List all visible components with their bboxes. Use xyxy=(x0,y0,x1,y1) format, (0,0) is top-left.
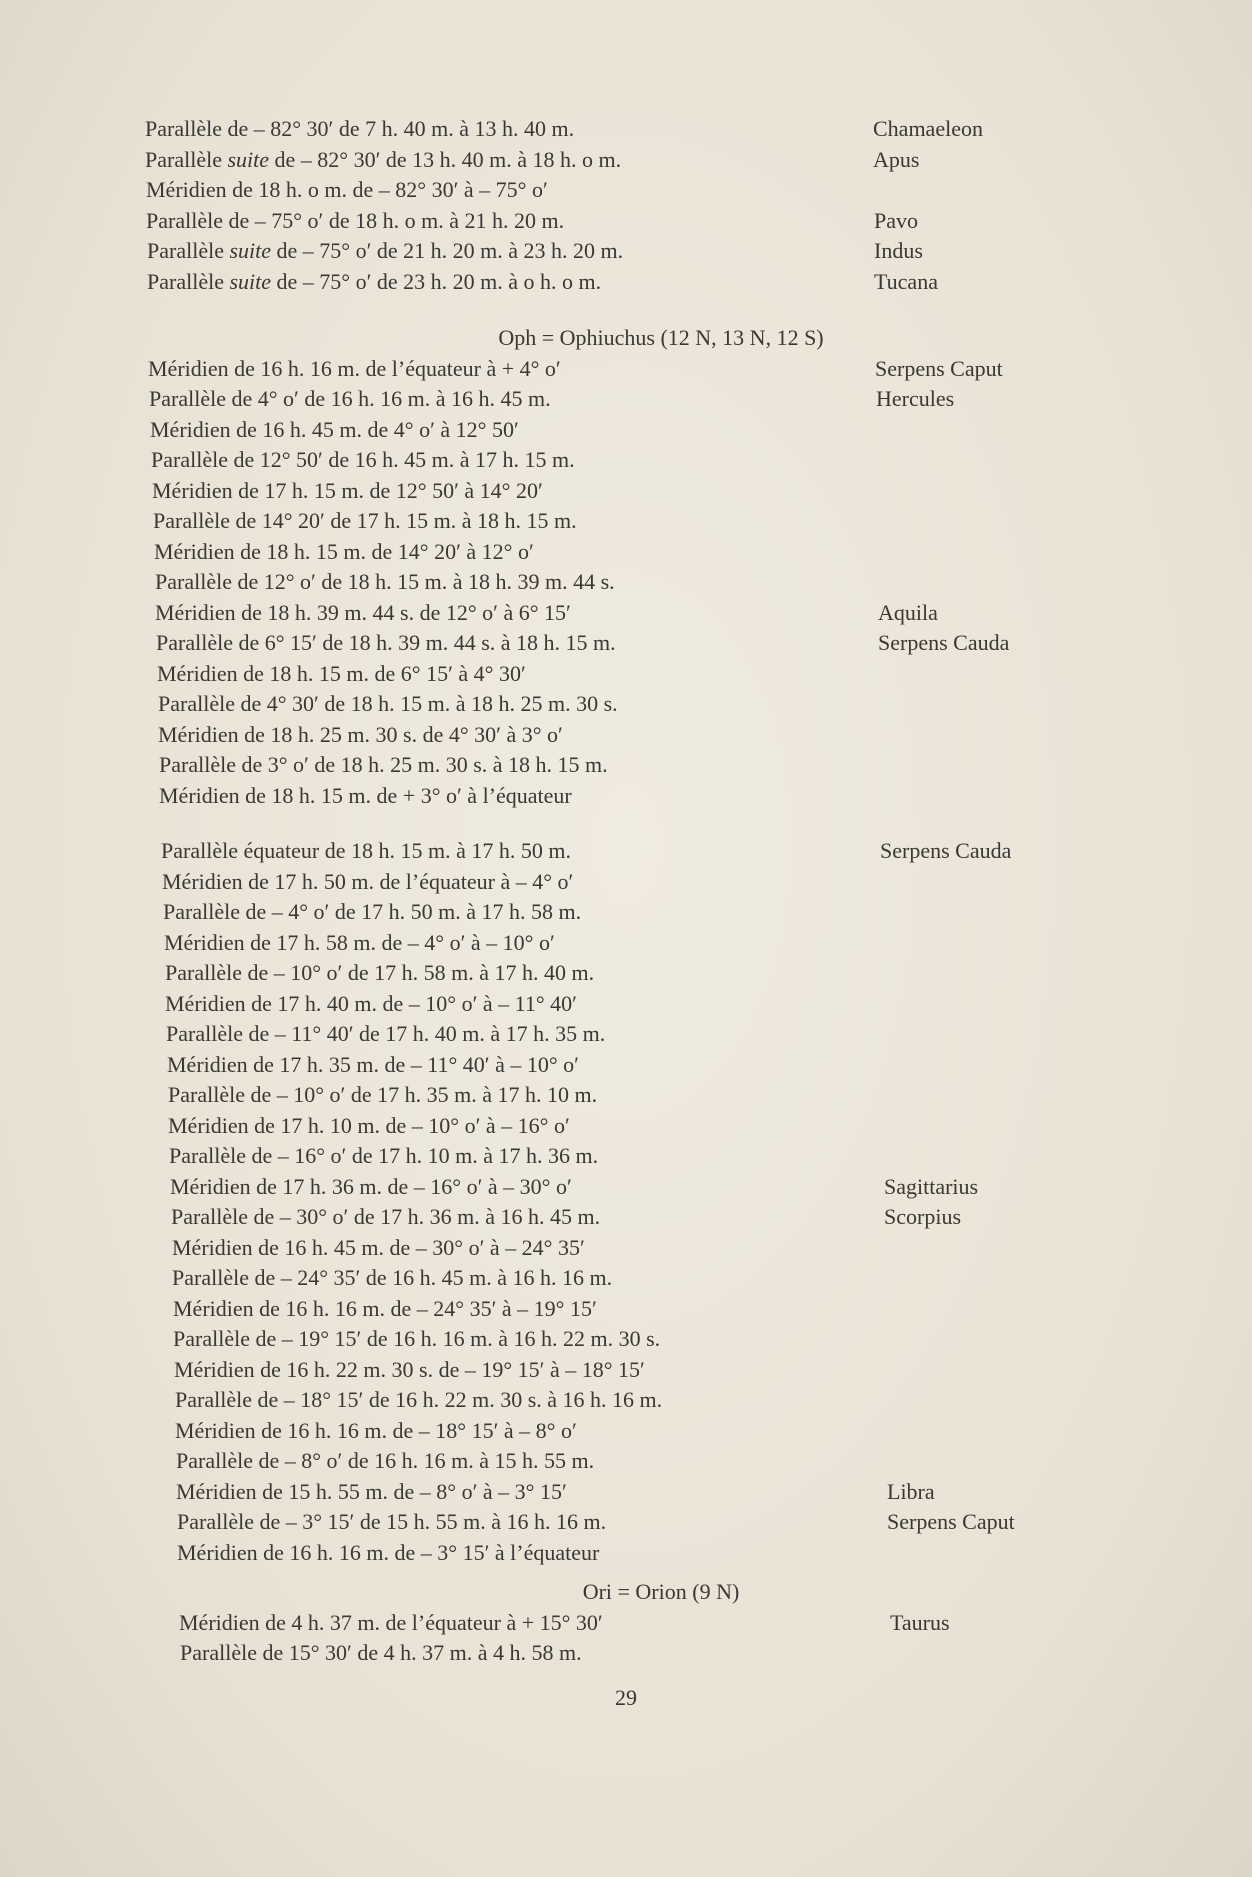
boundary-row xyxy=(0,537,1252,568)
neighbor-constellation: Sagittarius xyxy=(884,1173,979,1199)
boundary-text: Parallèle de – 8° o′ de 16 h. 16 m. à 15 h. 55 m. xyxy=(176,1448,595,1473)
boundary-text: Parallèle de – 24° 35′ de 16 h. 45 m. à 16 h. 16 m. xyxy=(172,1265,613,1290)
boundary-row xyxy=(0,476,1252,507)
boundary-text: Parallèle de 6° 15′ de 18 h. 39 m. 44 s. à 18 h. 15 m. xyxy=(156,630,616,655)
boundary-text: Parallèle de – 19° 15′ de 16 h. 16 m. à 16 h. 22 m. 30 s. xyxy=(173,1326,661,1351)
boundary-text: Parallèle de 15° 30′ de 4 h. 37 m. à 4 h. 58 m. xyxy=(180,1640,582,1665)
boundary-text: Parallèle de 12° 50′ de 16 h. 45 m. à 17 h. 15 m. xyxy=(151,447,575,472)
boundary-row xyxy=(0,689,1252,720)
boundary-row xyxy=(0,1385,1252,1416)
boundary-text: Parallèle suite de – 82° 30′ de 13 h. 40 m. à 18 h. o m. xyxy=(145,146,622,172)
section-heading-text: Ori = Orion (9 N) xyxy=(582,1579,740,1604)
boundary-row xyxy=(0,1416,1252,1447)
boundary-row xyxy=(0,506,1252,537)
boundary-row xyxy=(0,1111,1252,1142)
boundary-text: Parallèle de 3° o′ de 18 h. 25 m. 30 s. à 18 h. 15 m. xyxy=(159,752,608,777)
boundary-row xyxy=(0,928,1252,959)
boundary-row xyxy=(0,1446,1252,1477)
boundary-row xyxy=(0,958,1252,989)
boundary-row xyxy=(0,628,1252,659)
neighbor-constellation: Libra xyxy=(887,1478,935,1504)
neighbor-constellation: Scorpius xyxy=(884,1204,961,1229)
boundary-row xyxy=(0,1477,1252,1508)
neighbor-constellation: Tucana xyxy=(874,268,938,294)
boundary-row xyxy=(0,1294,1252,1325)
boundary-text: Méridien de 16 h. 16 m. de l’équateur à + 4° o′ xyxy=(148,355,561,381)
boundary-text: Parallèle de 12° o′ de 18 h. 15 m. à 18 h. 39 m. 44 s. xyxy=(155,569,615,594)
boundary-row xyxy=(0,354,1252,385)
boundary-text: Méridien de 16 h. 45 m. de 4° o′ à 12° 50′ xyxy=(150,416,519,442)
boundary-row xyxy=(0,989,1252,1020)
boundary-text: Parallèle de – 10° o′ de 17 h. 35 m. à 17 h. 10 m. xyxy=(168,1082,598,1107)
neighbor-constellation: Serpens Caput xyxy=(887,1509,1015,1534)
boundary-row xyxy=(0,1080,1252,1111)
boundary-text: Parallèle de 4° 30′ de 18 h. 15 m. à 18 h. 25 m. 30 s. xyxy=(158,691,618,716)
neighbor-constellation: Aquila xyxy=(878,599,938,625)
boundary-row xyxy=(0,267,1252,298)
boundary-text: Parallèle de – 3° 15′ de 15 h. 55 m. à 16 h. 16 m. xyxy=(177,1509,607,1534)
boundary-row xyxy=(0,781,1252,812)
boundary-text: Méridien de 17 h. 50 m. de l’équateur à – 4° o′ xyxy=(162,868,574,894)
group-serpens-cauda-boundaries xyxy=(0,836,1252,1568)
neighbor-constellation: Indus xyxy=(874,238,923,263)
boundary-row xyxy=(0,175,1252,206)
boundary-row xyxy=(0,836,1252,867)
page-number: 29 xyxy=(615,1685,637,1710)
boundary-text: Méridien de 16 h. 16 m. de – 18° 15′ à – 8° o′ xyxy=(175,1417,577,1443)
boundary-text: Parallèle de – 11° 40′ de 17 h. 40 m. à 17 h. 35 m. xyxy=(166,1021,606,1046)
boundary-text: Parallèle de 4° o′ de 16 h. 16 m. à 16 h. 45 m. xyxy=(149,386,551,411)
boundary-text: Parallèle de – 82° 30′ de 7 h. 40 m. à 13 h. 40 m. xyxy=(145,116,575,141)
boundary-text: Parallèle de – 16° o′ de 17 h. 10 m. à 17 h. 36 m. xyxy=(169,1143,599,1168)
boundary-text: Méridien de 18 h. 15 m. de 14° 20′ à 12° o′ xyxy=(154,538,534,564)
boundary-text: Méridien de 18 h. 15 m. de + 3° o′ à l’équateur xyxy=(159,782,572,808)
neighbor-constellation: Taurus xyxy=(890,1609,950,1635)
boundary-row xyxy=(0,1019,1252,1050)
boundary-text: Parallèle de – 10° o′ de 17 h. 58 m. à 17 h. 40 m. xyxy=(165,960,595,985)
boundary-row xyxy=(0,445,1252,476)
boundary-row xyxy=(0,750,1252,781)
neighbor-constellation: Serpens Cauda xyxy=(878,630,1010,655)
boundary-row xyxy=(0,1172,1252,1203)
boundary-row xyxy=(0,1202,1252,1233)
boundary-text: Méridien de 18 h. 15 m. de 6° 15′ à 4° 30′ xyxy=(157,660,526,686)
boundary-row xyxy=(0,206,1252,237)
boundary-text: Méridien de 17 h. 40 m. de – 10° o′ à – 11° 40′ xyxy=(165,990,577,1016)
boundary-text: Parallèle suite de – 75° o′ de 23 h. 20 m. à o h. o m. xyxy=(147,268,602,294)
boundary-row xyxy=(0,1263,1252,1294)
boundary-text: Parallèle équateur de 18 h. 15 m. à 17 h. 50 m. xyxy=(161,838,571,863)
boundary-text: Parallèle de – 4° o′ de 17 h. 50 m. à 17 h. 58 m. xyxy=(163,899,582,924)
neighbor-constellation: Pavo xyxy=(874,207,918,233)
boundary-text: Méridien de 4 h. 37 m. de l’équateur à + 15° 30′ xyxy=(179,1609,603,1635)
boundary-text: Méridien de 15 h. 55 m. de – 8° o′ à – 3° 15′ xyxy=(176,1478,567,1504)
boundary-row xyxy=(0,598,1252,629)
boundary-row xyxy=(0,867,1252,898)
group-orion xyxy=(0,1577,1252,1669)
section-heading xyxy=(0,323,1252,354)
boundary-row xyxy=(0,720,1252,751)
boundary-row xyxy=(0,1507,1252,1538)
group-southern-boundaries xyxy=(0,114,1252,297)
boundary-text: Méridien de 18 h. o m. de – 82° 30′ à – 75° o′ xyxy=(146,177,548,202)
boundary-row xyxy=(0,1638,1252,1669)
boundary-text: Méridien de 18 h. 39 m. 44 s. de 12° o′ à 6° 15′ xyxy=(155,599,571,625)
boundary-row xyxy=(0,1050,1252,1081)
boundary-text: Méridien de 16 h. 16 m. de – 24° 35′ à – 19° 15′ xyxy=(173,1295,597,1321)
boundary-text: Méridien de 17 h. 35 m. de – 11° 40′ à – 10° o′ xyxy=(167,1051,579,1077)
boundary-row xyxy=(0,384,1252,415)
boundary-row xyxy=(0,1538,1252,1569)
boundary-text: Méridien de 18 h. 25 m. 30 s. de 4° 30′ à 3° o′ xyxy=(158,721,563,747)
boundary-row xyxy=(0,415,1252,446)
boundary-text: Parallèle suite de – 75° o′ de 21 h. 20 m. à 23 h. 20 m. xyxy=(147,238,624,263)
neighbor-constellation: Chamaeleon xyxy=(873,116,983,141)
boundary-row xyxy=(0,236,1252,267)
boundary-row xyxy=(0,897,1252,928)
boundary-text: Méridien de 16 h. 45 m. de – 30° o′ à – 24° 35′ xyxy=(172,1234,585,1260)
neighbor-constellation: Serpens Caput xyxy=(875,355,1003,381)
boundary-text: Parallèle de – 30° o′ de 17 h. 36 m. à 16 h. 45 m. xyxy=(171,1204,601,1229)
boundary-text: Méridien de 16 h. 16 m. de – 3° 15′ à l’équateur xyxy=(177,1539,600,1565)
boundary-row xyxy=(0,1355,1252,1386)
boundary-row xyxy=(0,1233,1252,1264)
boundary-row xyxy=(0,145,1252,176)
section-heading xyxy=(0,1577,1252,1608)
boundary-text: Méridien de 17 h. 58 m. de – 4° o′ à – 10° o′ xyxy=(164,929,555,955)
boundary-text: Méridien de 16 h. 22 m. 30 s. de – 19° 15′ à – 18° 15′ xyxy=(174,1356,645,1382)
neighbor-constellation: Serpens Cauda xyxy=(880,838,1012,863)
boundary-text: Méridien de 17 h. 10 m. de – 10° o′ à – 16° o′ xyxy=(168,1112,570,1138)
boundary-row xyxy=(0,659,1252,690)
boundary-text: Parallèle de – 18° 15′ de 16 h. 22 m. 30 s. à 16 h. 16 m. xyxy=(175,1387,663,1412)
boundary-text: Méridien de 17 h. 15 m. de 12° 50′ à 14° 20′ xyxy=(152,477,543,503)
boundary-text: Méridien de 17 h. 36 m. de – 16° o′ à – 30° o′ xyxy=(170,1173,572,1199)
boundary-row xyxy=(0,1324,1252,1355)
boundary-row xyxy=(0,1608,1252,1639)
neighbor-constellation: Hercules xyxy=(876,386,955,411)
boundary-row xyxy=(0,567,1252,598)
boundary-row xyxy=(0,1141,1252,1172)
neighbor-constellation: Apus xyxy=(873,146,920,172)
group-ophiuchus xyxy=(0,323,1252,811)
boundary-text: Parallèle de 14° 20′ de 17 h. 15 m. à 18 h. 15 m. xyxy=(153,508,577,533)
boundary-text: Parallèle de – 75° o′ de 18 h. o m. à 21 h. 20 m. xyxy=(146,207,565,233)
section-heading-text: Oph = Ophiuchus (12 N, 13 N, 12 S) xyxy=(498,325,824,350)
boundary-row xyxy=(0,114,1252,145)
